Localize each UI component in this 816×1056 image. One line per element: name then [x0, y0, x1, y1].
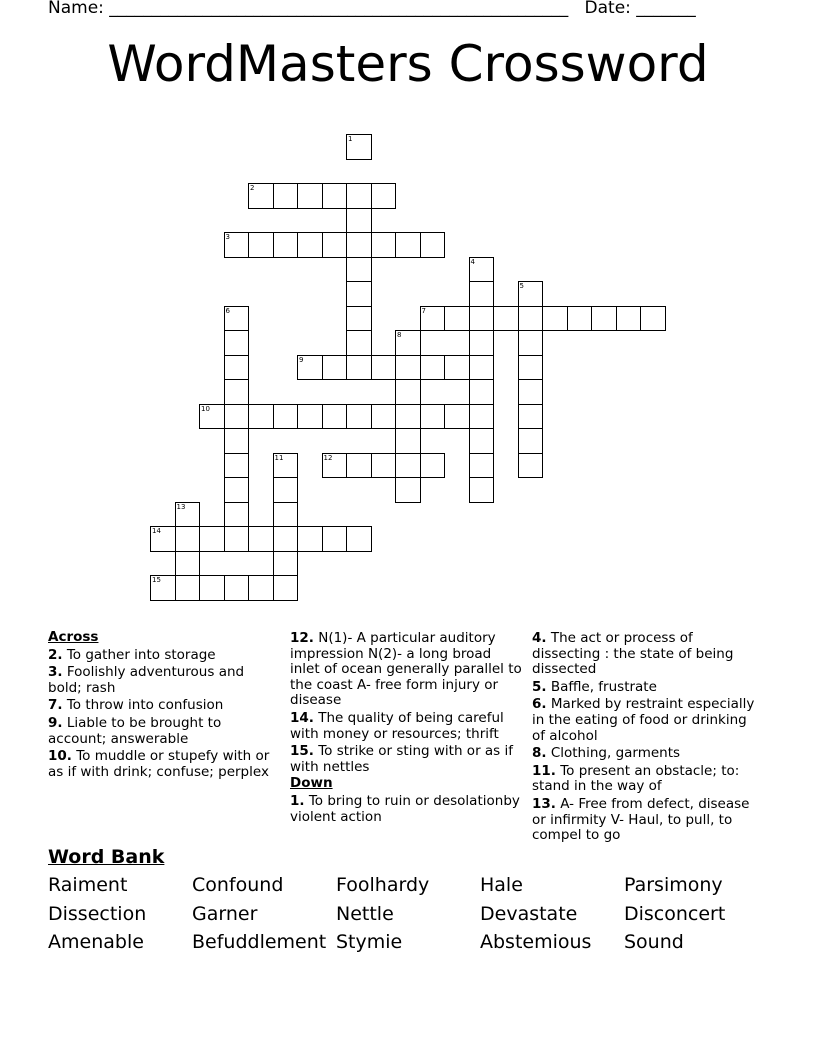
clue-text: Clothing, garments: [550, 745, 681, 762]
clue-number: 1.: [290, 792, 305, 809]
clue-number: 9.: [48, 714, 63, 731]
grid-cell[interactable]: [567, 306, 593, 332]
grid-cell[interactable]: [444, 306, 470, 332]
grid-cell[interactable]: [346, 526, 372, 552]
clue-number: 7: [421, 306, 426, 315]
grid-cell[interactable]: [297, 526, 323, 552]
across-heading: Across: [48, 629, 99, 645]
grid-cell[interactable]: [199, 404, 225, 430]
grid-cell[interactable]: [346, 257, 372, 283]
clue-number: 10: [201, 404, 210, 413]
clue-number: 2: [250, 184, 255, 192]
grid-cell[interactable]: [175, 575, 201, 601]
clue-number: 14: [152, 527, 161, 535]
grid-cell[interactable]: [322, 183, 348, 209]
grid-cell[interactable]: [469, 257, 495, 283]
grid-cell[interactable]: [346, 306, 372, 332]
clue-number: 11: [274, 453, 284, 462]
grid-cell[interactable]: [224, 379, 250, 405]
grid-cell[interactable]: [175, 526, 201, 552]
word-bank-item: Devastate: [480, 902, 578, 925]
word-bank: [48, 873, 768, 955]
clue-text: Foolishly adventurous and bold; rash: [48, 664, 245, 696]
word-bank-item: Nettle: [336, 902, 394, 925]
clue-number: 1: [348, 135, 353, 143]
clue-item: [290, 711, 522, 742]
clue-item: [290, 744, 522, 775]
grid-cell[interactable]: [346, 355, 372, 381]
grid-cell[interactable]: [469, 428, 495, 454]
clue-number: 5: [519, 282, 524, 290]
clue-text: The act or process of dissecting : the state of being dissected: [532, 630, 734, 678]
page-title: WordMasters Crossword: [107, 35, 709, 93]
clue-number: 2.: [48, 646, 63, 663]
grid-cell[interactable]: [175, 502, 201, 528]
clue-text: To throw into confusion: [66, 697, 224, 714]
clue-item: [532, 631, 764, 678]
grid-cell[interactable]: [346, 330, 372, 356]
grid-cell[interactable]: [224, 306, 250, 332]
clue-text: A- Free from defect, disease or infirmity V- Haul, to pull, to compel to go: [532, 795, 750, 844]
word-bank-item: Amenable: [48, 931, 144, 953]
clue-number: 10.: [48, 748, 72, 765]
clue-text: The quality of being careful with money or resources; thrift: [290, 709, 504, 742]
clue-item: [48, 648, 280, 664]
grid-cell[interactable]: [469, 477, 495, 503]
grid-cell[interactable]: [616, 306, 642, 332]
grid-cell[interactable]: [591, 306, 617, 332]
clue-item: [532, 697, 764, 744]
clue-item: [290, 794, 522, 825]
grid-cell[interactable]: [518, 281, 544, 307]
word-bank-item: Disconcert: [624, 902, 726, 925]
grid-cell[interactable]: [297, 183, 323, 209]
grid-cell[interactable]: [395, 379, 421, 405]
grid-cell[interactable]: [395, 453, 421, 479]
grid-cell[interactable]: [224, 428, 250, 454]
grid-cell[interactable]: [273, 551, 299, 577]
clue-number: 15: [152, 576, 161, 584]
grid-cell[interactable]: [371, 404, 397, 430]
grid-cell[interactable]: [346, 404, 372, 430]
grid-cell[interactable]: [371, 232, 397, 258]
grid-cell[interactable]: [420, 404, 446, 430]
grid-cell[interactable]: [444, 355, 470, 381]
grid-cell[interactable]: [346, 134, 372, 160]
clue-item: [532, 746, 764, 762]
grid-cell[interactable]: [420, 355, 446, 381]
clue-number: 8.: [532, 745, 547, 762]
grid-cell[interactable]: [542, 306, 568, 332]
name-label: Name:: [48, 0, 104, 18]
clue-text: N(1)- A particular auditory impression N(2)- a long broad inlet of ocean generally parallel to the coast A- free form injury or disease: [290, 630, 522, 709]
grid-cell[interactable]: [224, 502, 250, 528]
grid-cell[interactable]: [469, 379, 495, 405]
grid-cell[interactable]: [248, 526, 274, 552]
clue-column-3: [532, 629, 764, 844]
clue-item: [532, 764, 764, 795]
word-bank-item: Foolhardy: [336, 874, 430, 896]
grid-cell[interactable]: [395, 404, 421, 430]
grid-cell[interactable]: [224, 477, 250, 503]
clue-number: 4.: [532, 630, 547, 646]
clue-text: Baffle, frustrate: [550, 678, 657, 695]
grid-cell[interactable]: [273, 232, 299, 258]
grid-cell[interactable]: [273, 453, 299, 479]
grid-cell[interactable]: [395, 477, 421, 503]
grid-cell[interactable]: [322, 355, 348, 381]
grid-cell[interactable]: [322, 453, 348, 479]
clue-number: 3: [225, 233, 230, 241]
grid-cell[interactable]: [297, 404, 323, 430]
clue-item: [532, 797, 764, 844]
clue-column-2: [290, 629, 522, 825]
grid-cell[interactable]: [224, 453, 250, 479]
clue-number: 13.: [532, 795, 556, 812]
clue-number: 12.: [290, 630, 314, 646]
word-bank-title: Word Bank: [48, 846, 165, 868]
grid-cell[interactable]: [469, 306, 495, 332]
word-bank-item: Garner: [192, 902, 258, 925]
grid-cell[interactable]: [224, 575, 250, 601]
clue-number: 15.: [290, 743, 314, 760]
grid-cell[interactable]: [346, 281, 372, 307]
grid-cell[interactable]: [150, 526, 176, 552]
word-bank-item: Dissection: [48, 902, 147, 925]
clue-number: 12: [323, 453, 333, 462]
grid-cell[interactable]: [469, 330, 495, 356]
clue-text: To muddle or stupefy with or as if with drink; confuse; perplex: [48, 748, 270, 780]
grid-cell[interactable]: [322, 404, 348, 430]
grid-cell[interactable]: [224, 232, 250, 258]
date-label: Date:: [584, 0, 631, 18]
grid-cell[interactable]: [150, 575, 176, 601]
grid-cell[interactable]: [248, 232, 274, 258]
grid-cell[interactable]: [199, 526, 225, 552]
grid-cell[interactable]: [248, 575, 274, 601]
clue-number: 11.: [532, 762, 556, 779]
grid-cell[interactable]: [518, 428, 544, 454]
grid-cell[interactable]: [444, 404, 470, 430]
grid-cell[interactable]: [273, 575, 299, 601]
grid-cell[interactable]: [469, 355, 495, 381]
grid-cell[interactable]: [273, 526, 299, 552]
grid-cell[interactable]: [224, 355, 250, 381]
clue-number: 8: [397, 331, 402, 339]
date-blank[interactable]: _______: [636, 0, 696, 18]
word-bank-item: Abstemious: [480, 931, 592, 953]
word-bank-item: Parsimony: [624, 874, 723, 896]
word-bank-item: Hale: [480, 874, 523, 896]
clue-number: 4: [470, 257, 475, 266]
grid-cell[interactable]: [420, 232, 446, 258]
clue-number: 3.: [48, 664, 63, 681]
clue-text: Marked by restraint especially in the eating of food or drinking of alcohol: [532, 696, 755, 744]
grid-cell[interactable]: [199, 575, 225, 601]
grid-cell[interactable]: [224, 526, 250, 552]
clue-number: 14.: [290, 709, 314, 726]
grid-cell[interactable]: [297, 232, 323, 258]
grid-cell[interactable]: [371, 355, 397, 381]
word-bank-item: Befuddlement: [192, 931, 327, 953]
grid-cell[interactable]: [371, 453, 397, 479]
clue-item: [48, 698, 280, 714]
clue-item: [48, 716, 280, 747]
grid-cell[interactable]: [273, 502, 299, 528]
clue-number: 5.: [532, 678, 547, 695]
grid-cell[interactable]: [346, 453, 372, 479]
clue-number: 9: [299, 355, 304, 364]
grid-cell[interactable]: [469, 281, 495, 307]
grid-cell[interactable]: [297, 355, 323, 381]
grid-cell[interactable]: [518, 355, 544, 381]
clue-number: 6: [225, 306, 230, 315]
grid-cell[interactable]: [273, 404, 299, 430]
grid-cell[interactable]: [395, 355, 421, 381]
clue-text: To present an obstacle; to: stand in the way of: [532, 762, 740, 795]
grid-cell[interactable]: [273, 183, 299, 209]
clue-text: To bring to ruin or desolationby violent action: [290, 792, 520, 825]
grid-cell[interactable]: [224, 404, 250, 430]
clue-number: 13: [176, 502, 186, 511]
grid-cell[interactable]: [322, 526, 348, 552]
clue-item: [48, 665, 280, 696]
clue-number: 6.: [532, 696, 547, 713]
clue-column-1: [48, 629, 280, 780]
grid-cell[interactable]: [493, 306, 519, 332]
grid-cell[interactable]: [248, 183, 274, 209]
grid-cell[interactable]: [346, 232, 372, 258]
grid-cell[interactable]: [518, 379, 544, 405]
grid-cell[interactable]: [469, 404, 495, 430]
grid-cell[interactable]: [175, 551, 201, 577]
word-bank-item: Stymie: [336, 931, 403, 953]
grid-cell[interactable]: [371, 183, 397, 209]
grid-cell[interactable]: [420, 453, 446, 479]
grid-cell[interactable]: [518, 404, 544, 430]
grid-cell[interactable]: [395, 232, 421, 258]
clue-text: Liable to be brought to account; answerable: [48, 714, 222, 747]
name-blank[interactable]: ______________________________________________________: [109, 0, 569, 18]
grid-cell[interactable]: [395, 330, 421, 356]
clue-number: 7.: [48, 697, 63, 714]
clue-text: To strike or sting with or as if with nettles: [290, 743, 514, 775]
grid-cell[interactable]: [322, 232, 348, 258]
word-bank-item: Sound: [624, 931, 684, 953]
clue-text: To gather into storage: [66, 646, 216, 663]
grid-cell[interactable]: [224, 330, 250, 356]
grid-cell[interactable]: [518, 306, 544, 332]
grid-cell[interactable]: [346, 208, 372, 234]
grid-cell[interactable]: [640, 306, 666, 332]
grid-cell[interactable]: [518, 330, 544, 356]
clue-item: [290, 631, 522, 709]
down-heading: Down: [290, 775, 333, 792]
grid-cell[interactable]: [346, 183, 372, 209]
clue-item: [48, 749, 280, 780]
clue-item: [532, 680, 764, 696]
grid-cell[interactable]: [273, 477, 299, 503]
grid-cell[interactable]: [420, 306, 446, 332]
grid-cell[interactable]: [248, 404, 274, 430]
grid-cell[interactable]: [395, 428, 421, 454]
word-bank-item: Raiment: [48, 874, 128, 896]
word-bank-item: Confound: [192, 874, 284, 896]
grid-cell[interactable]: [518, 453, 544, 479]
grid-cell[interactable]: [469, 453, 495, 479]
